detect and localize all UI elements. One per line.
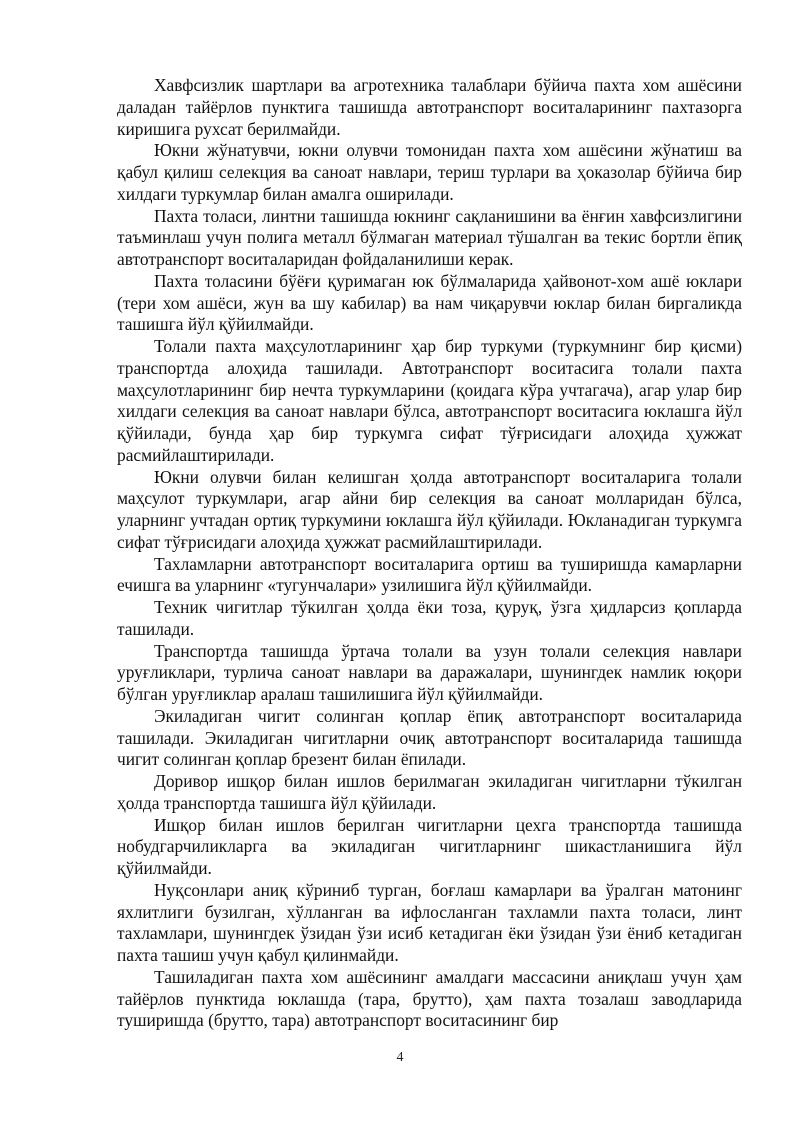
paragraph-2: Юкни жўнатувчи, юкни олувчи томонидан пахта хом ашёсини жўнатиш ва қабул қилиш селекция ва саноат навлари, териш турлари ва ҳоказолар бўйича бир хилдаги туркумлар билан амалга оширилади. <box>117 140 742 204</box>
paragraph-5: Толали пахта маҳсулотларининг ҳар бир туркуми (туркумнинг бир қисми) транспортда алоҳида ташилади. Автотранспорт воситасига толали пахта маҳсулотларининг бир нечта туркумларини (қоидага кўра учтагача), агар улар бир хилдаги селекция ва саноат навлари бўлса, автотранспорт воситасига юклашга йўл қўйилади, бунда ҳар бир туркумга сифат тўғрисидаги алоҳида ҳужжат расмийлаштирилади. <box>117 336 742 465</box>
paragraph-7: Тахламларни автотранспорт воситаларига ортиш ва туширишда камарларни ечишга ва уларнинг «тугунчалари» узилишига йўл қўйилмайди. <box>117 553 742 596</box>
paragraph-9: Транспортда ташишда ўртача толали ва узун толали селекция навлари уруғликлари, турлича саноат навлари ва даражалари, шунингдек намлик юқори бўлган уруғликлар аралаш ташилишига йўл қўйилмайди. <box>117 640 742 704</box>
page-number: 4 <box>396 1050 404 1065</box>
paragraph-14: Ташиладиган пахта хом ашёсининг амалдаги массасини аниқлаш учун ҳам тайёрлов пунктида юклашда (тара, брутто), ҳам пахта тозалаш заводларида туширишда (брутто, тара) автотранспорт воситасининг бир <box>117 966 742 1031</box>
paragraph-13: Нуқсонлари аниқ кўриниб турган, боғлаш камарлари ва ўралган матонинг яхлитлиги бузилган, хўлланган ва ифлосланган тахламли пахта толаси, линт тахламлари, шунингдек ўзидан ўзи исиб кетадиган ёки ўзидан ўзи ёниб кетадиган пахта ташиш учун қабул қилинмайди. <box>117 879 742 965</box>
paragraph-11: Доривор ишқор билан ишлов берилмаган экиладиган чигитларни тўкилган ҳолда транспортда ташишга йўл қўйилади. <box>117 771 742 813</box>
paragraph-10: Экиладиган чигит солинган қоплар ёпиқ автотранспорт воситаларида ташилади. Экиладиган чигитларни очиқ автотранспорт воситаларида ташишда чигит солинган қоплар брезент билан ёпилади. <box>117 705 742 770</box>
paragraph-6: Юкни олувчи билан келишган ҳолда автотранспорт воситаларига толали маҳсулот туркумлари, агар айни бир селекция ва саноат молларидан бўлса, уларнинг учтадан ортиқ туркумини юклашга йўл қўйилади. Юкланадиган туркумга сифат тўғрисидаги алоҳида ҳужжат расмийлаштирилади. <box>117 466 742 552</box>
paragraph-4: Пахта толасини бўёғи қуримаган юк бўлмаларида ҳайвонот-хом ашё юклари (тери хом ашёси, жун ва шу кабилар) ва нам чиқарувчи юклар билан биргаликда ташишга йўл қўйилмайди. <box>117 270 742 335</box>
paragraph-1: Хавфсизлик шартлари ва агротехника талаблари бўйича пахта хом ашёсини даладан тайёрлов пунктига ташишда автотранспорт воситаларининг пахтазорга киришига рухсат берилмайди. <box>117 75 742 139</box>
paragraph-12: Ишқор билан ишлов берилган чигитларни цехга транспортда ташишда нобудгарчиликларга ва экиладиган чигитларнинг шикастланишига йўл қўйилмайди. <box>117 814 742 878</box>
document-page <box>117 75 742 1032</box>
paragraph-8: Техник чигитлар тўкилган ҳолда ёки тоза, қуруқ, ўзга ҳидларсиз қопларда ташилади. <box>117 597 742 639</box>
paragraph-3: Пахта толаси, линтни ташишда юкнинг сақланишини ва ёнғин хавфсизлигини таъминлаш учун полига металл бўлмаган материал тўшалган ва текис бортли ёпиқ автотранспорт воситаларидан фойдаланилиши керак. <box>117 205 742 269</box>
